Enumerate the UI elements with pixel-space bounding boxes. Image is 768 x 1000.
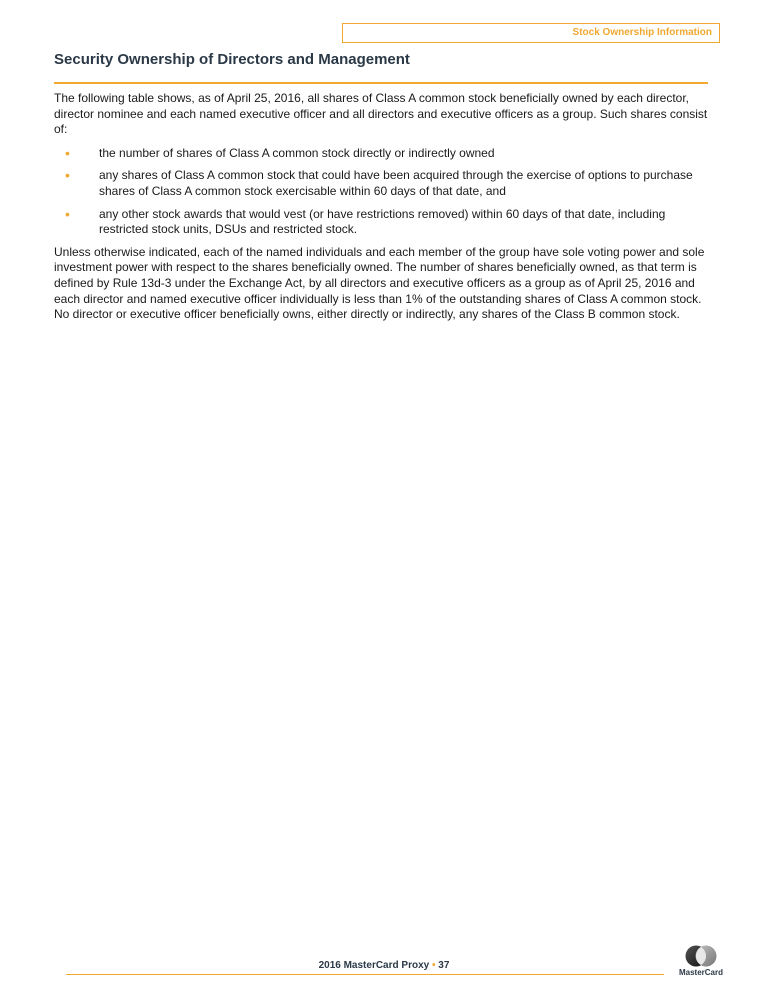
bullet-icon: •	[65, 205, 70, 222]
mastercard-wordmark: MasterCard	[678, 968, 723, 977]
section-tab	[342, 23, 720, 43]
footer-doc-name: 2016 MasterCard Proxy	[318, 960, 430, 971]
bullet-list	[54, 146, 714, 238]
bullet-item	[65, 205, 714, 238]
bullet-text: the number of shares of Class A common stock directly or indirectly owned	[99, 145, 495, 160]
bullet-icon: •	[65, 144, 70, 161]
bullet-item	[65, 144, 714, 162]
body-content	[54, 91, 714, 323]
bullet-text: any shares of Class A common stock that could have been acquired through the exercise of options to purchase shares of Class A common stock exercisable within 60 days of that date, and	[99, 168, 693, 198]
footer-page-number: 37	[438, 960, 450, 971]
bullet-text: any other stock awards that would vest (or have restrictions removed) within 60 days of that date, including restricted stock units, DSUs and restricted stock.	[99, 206, 666, 237]
bullet-icon: •	[65, 167, 70, 184]
footer-separator: •	[431, 960, 436, 971]
bullet-item	[65, 167, 714, 199]
mastercard-logo	[676, 945, 726, 985]
footer-divider	[66, 974, 664, 975]
section-tab-label: Stock Ownership Information	[572, 27, 712, 38]
mastercard-circles-icon	[684, 945, 718, 967]
page-footer	[0, 960, 768, 971]
closing-paragraph: Unless otherwise indicated, each of the named individuals and each member of the group have sole voting power and sole investment power with respect to the shares beneficially owned. The number of shares beneficially owned, as that term is defined by Rule 13d-3 under the Exchange Act, by all directors and executive officers as a group as of April 25, 2016 and each director and named executive officer individually is less than 1% of the outstanding shares of Class A common stock. No director or executive officer beneficially owns, either directly or indirectly, any shares of the Class B common stock.	[54, 244, 705, 322]
title-divider	[54, 82, 708, 84]
intro-paragraph: The following table shows, as of April 25, 2016, all shares of Class A common stock beneficially owned by each director, director nominee and each named executive officer and all directors and executive officers as a group. Such shares consist of:	[54, 91, 708, 137]
page-title: Security Ownership of Directors and Management	[54, 51, 410, 68]
